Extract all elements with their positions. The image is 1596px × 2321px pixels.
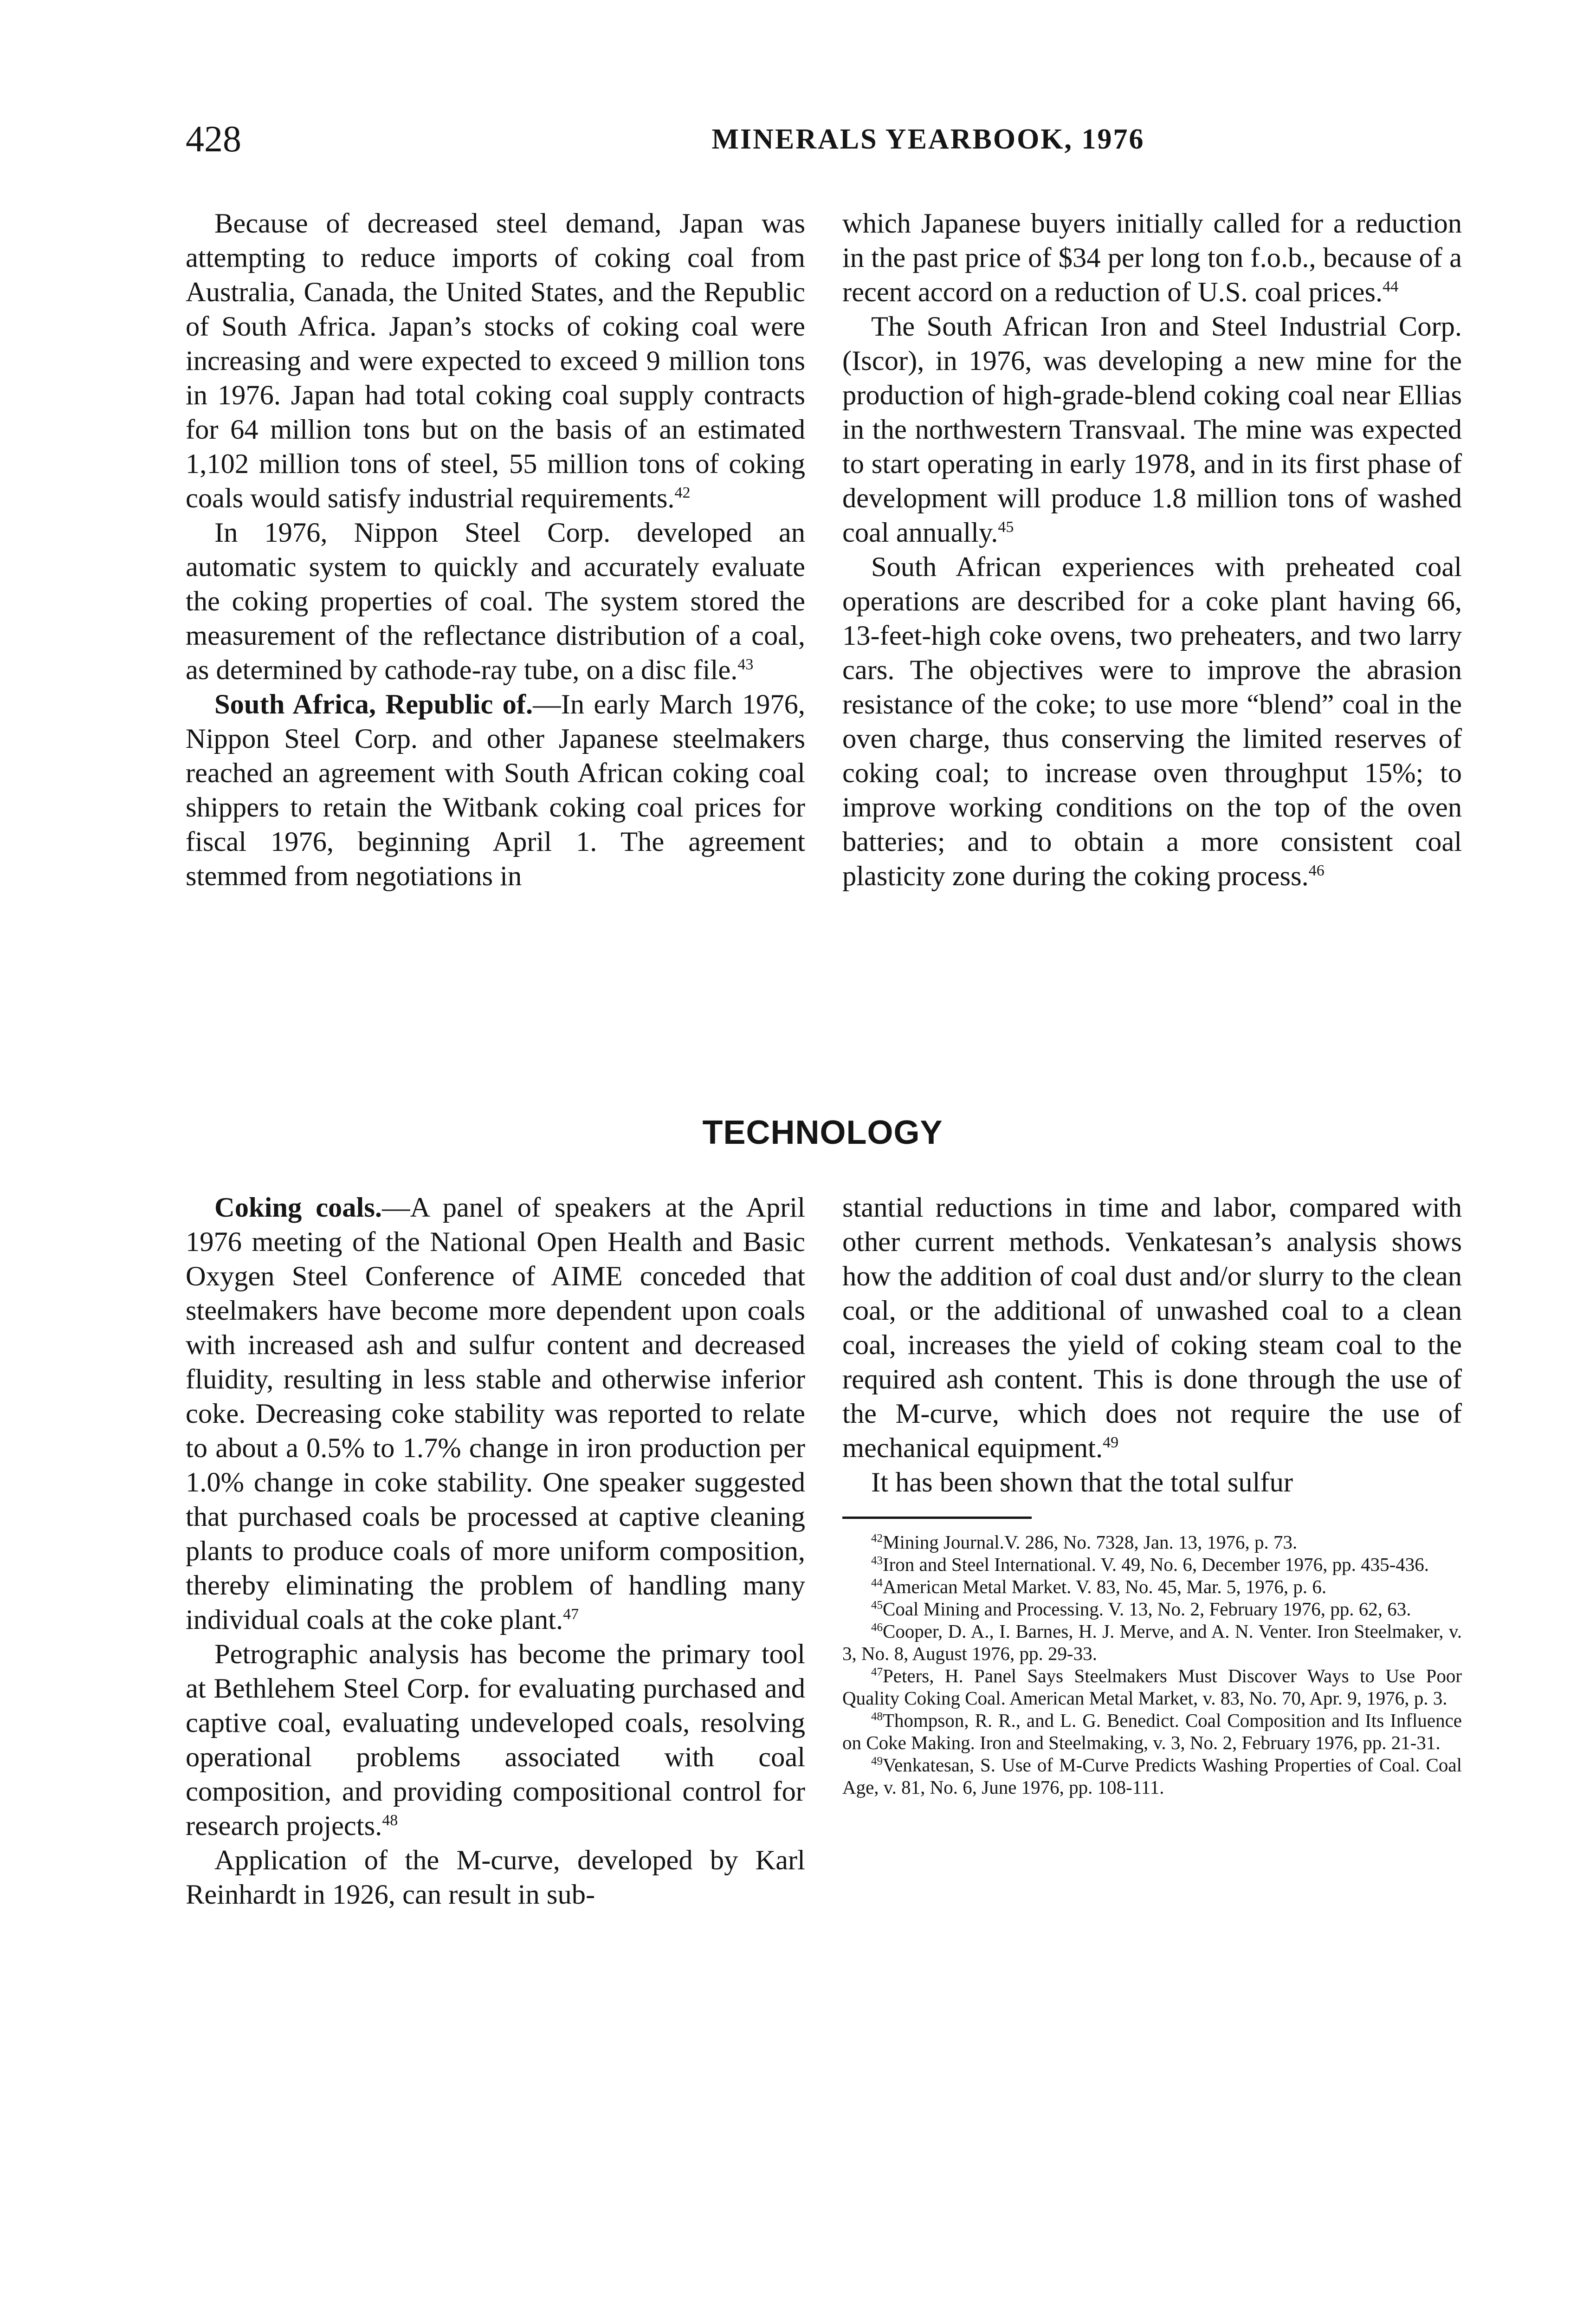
- footnote-text: Thompson, R. R., and L. G. Benedict. Coal Composition and Its Influence on Coke Making. Iron and Steelmaking, v. 3, No. 2, February 1976, pp. 21-31.: [842, 1710, 1462, 1753]
- paragraph: [186, 1191, 805, 1637]
- paragraph: [842, 550, 1462, 894]
- paragraph-text: which Japanese buyers initially called for a reduction in the past price of $34 per long ton f.o.b., because of a recent accord on a reduction of U.S. coal prices.: [842, 208, 1462, 308]
- footnote-46: [842, 1620, 1462, 1665]
- footnote-ref: 48: [382, 1811, 398, 1829]
- footnote-48: [842, 1709, 1462, 1754]
- paragraph-text: Application of the M-curve, developed by Karl Reinhardt in 1926, can result in sub-: [186, 1845, 805, 1910]
- section-heading: TECHNOLOGY: [702, 1114, 943, 1151]
- paragraph-text: South African experiences with preheated coal operations are described for a coke plant having 66, 13-feet-high coke ovens, two preheaters, and two larry cars. The objectives were to improve the abrasion resistance of the coke; to use more “blend” coal in the oven charge, thus conserving the limited reserves of coking coal; to increase oven throughput 15%; to improve working conditions on the top of the oven batteries; and to obtain a more consistent coal plasticity zone during the coking process.: [842, 551, 1462, 892]
- paragraph: [186, 1843, 805, 1912]
- footnote-44: [842, 1575, 1462, 1598]
- runin-heading-south-africa: South Africa, Republic of.: [214, 689, 533, 720]
- runin-heading-coking-coals: Coking coals.: [214, 1192, 382, 1223]
- footnote-45: [842, 1598, 1462, 1620]
- paragraph-text: stantial reductions in time and labor, compared with other current methods. Venkatesan’s analysis shows how the addition of coal dust and/or slurry to the clean coal, or the additional of unwashed coal to a clean coal, increases the yield of coking steam coal to the required ash content. This is done through the use of the M-curve, which does not require the use of mechanical equipment.: [842, 1192, 1462, 1464]
- footnote-number: 48: [871, 1710, 883, 1723]
- footnote-ref: 46: [1308, 862, 1325, 879]
- footnote-43: [842, 1553, 1462, 1575]
- paragraph-text: The South African Iron and Steel Industrial Corp. (Iscor), in 1976, was developing a new mine for the production of high-grade-blend coking coal near Ellias in the northwestern Transvaal. The mine was expected to start operating in early 1978, and in its first phase of development will produce 1.8 million tons of washed coal annually.: [842, 311, 1462, 548]
- paragraph: [186, 516, 805, 687]
- footnotes: [842, 1531, 1462, 1798]
- paragraph-text: It has been shown that the total sulfur: [871, 1467, 1293, 1498]
- column-top-left: [186, 207, 805, 894]
- footnote-ref: 47: [563, 1605, 579, 1623]
- footnote-number: 49: [871, 1755, 883, 1768]
- paragraph-text: —A panel of speakers at the April 1976 meeting of the National Open Health and Basic Oxygen Steel Conference of AIME conceded that steelmakers have become more dependent upon coals with increased ash and sulfur content and decreased fluidity, resulting in less stable and otherwise inferior coke. Decreasing coke stability was reported to relate to about a 0.5% to 1.7% change in iron production per 1.0% change in coke stability. One speaker suggested that purchased coals be processed at captive cleaning plants to produce coals of more uniform composition, thereby eliminating the problem of handling many individual coals at the coke plant.: [186, 1192, 805, 1635]
- footnote-ref: 49: [1103, 1433, 1119, 1451]
- footnote-ref: 45: [998, 518, 1014, 536]
- paragraph: [186, 687, 805, 894]
- footnote-text: Cooper, D. A., I. Barnes, H. J. Merve, and A. N. Venter. Iron Steelmaker, v. 3, No. 8, August 1976, pp. 29-33.: [842, 1621, 1462, 1664]
- paragraph: [842, 207, 1462, 310]
- footnote-text: American Metal Market. V. 83, No. 45, Mar. 5, 1976, p. 6.: [883, 1576, 1327, 1597]
- paragraph: [842, 310, 1462, 550]
- footnote-49: [842, 1754, 1462, 1798]
- column-bottom-right: [842, 1191, 1462, 1798]
- paragraph-text: In 1976, Nippon Steel Corp. developed an automatic system to quickly and accurately evaluate the coking properties of coal. The system stored the measurement of the reflectance distribution of a coal, as determined by cathode-ray tube, on a disc file.: [186, 517, 805, 686]
- footnote-divider: [842, 1517, 1032, 1519]
- running-head: [186, 116, 1541, 172]
- paragraph-text: Petrographic analysis has become the primary tool at Bethlehem Steel Corp. for evaluating purchased and captive coal, evaluating undeveloped coals, resolving operational problems associated with coal composition, and providing compositional control for research projects.: [186, 1639, 805, 1841]
- paragraph: [842, 1191, 1462, 1465]
- footnote-text: Coal Mining and Processing. V. 13, No. 2, February 1976, pp. 62, 63.: [883, 1598, 1411, 1620]
- column-bottom-left: [186, 1191, 805, 1912]
- footnote-number: 46: [871, 1621, 883, 1634]
- footnote-text: Peters, H. Panel Says Steelmakers Must Discover Ways to Use Poor Quality Coking Coal. American Metal Market, v. 83, No. 70, Apr. 9, 1976, p. 3.: [842, 1665, 1462, 1709]
- footnote-number: 43: [871, 1554, 883, 1567]
- page-title: MINERALS YEARBOOK, 1976: [711, 123, 1145, 155]
- paragraph-text: Because of decreased steel demand, Japan was attempting to reduce imports of coking coal from Australia, Canada, the United States, and the Republic of South Africa. Japan’s stocks of coking coal were increasing and were expected to exceed 9 million tons in 1976. Japan had total coking coal supply contracts for 64 million tons but on the basis of an estimated 1,102 million tons of steel, 55 million tons of coking coals would satisfy industrial requirements.: [186, 208, 805, 514]
- footnote-ref: 44: [1383, 278, 1399, 295]
- page-number: 428: [186, 119, 241, 160]
- footnote-text: Venkatesan, S. Use of M-Curve Predicts Washing Properties of Coal. Coal Age, v. 81, No. 6, June 1976, pp. 108-111.: [842, 1754, 1462, 1798]
- footnote-number: 42: [871, 1532, 883, 1545]
- paragraph: [186, 207, 805, 516]
- footnote-number: 44: [871, 1576, 883, 1589]
- paragraph: [186, 1637, 805, 1843]
- footnote-number: 47: [871, 1666, 883, 1679]
- footnote-47: [842, 1665, 1462, 1709]
- footnote-ref: 43: [737, 655, 754, 673]
- footnote-42: [842, 1531, 1462, 1553]
- footnote-text: Mining Journal.V. 286, No. 7328, Jan. 13, 1976, p. 73.: [883, 1531, 1298, 1553]
- paragraph-text: —In early March 1976, Nippon Steel Corp. and other Japanese steelmakers reached an agreement with South African coking coal shippers to retain the Witbank coking coal prices for fiscal 1976, beginning April 1. The agreement stemmed from negotiations in: [186, 689, 805, 892]
- footnote-text: Iron and Steel International. V. 49, No. 6, December 1976, pp. 435-436.: [883, 1554, 1429, 1575]
- footnote-number: 45: [871, 1599, 883, 1612]
- footnote-ref: 42: [674, 484, 691, 501]
- paragraph: [842, 1465, 1462, 1500]
- column-top-right: [842, 207, 1462, 894]
